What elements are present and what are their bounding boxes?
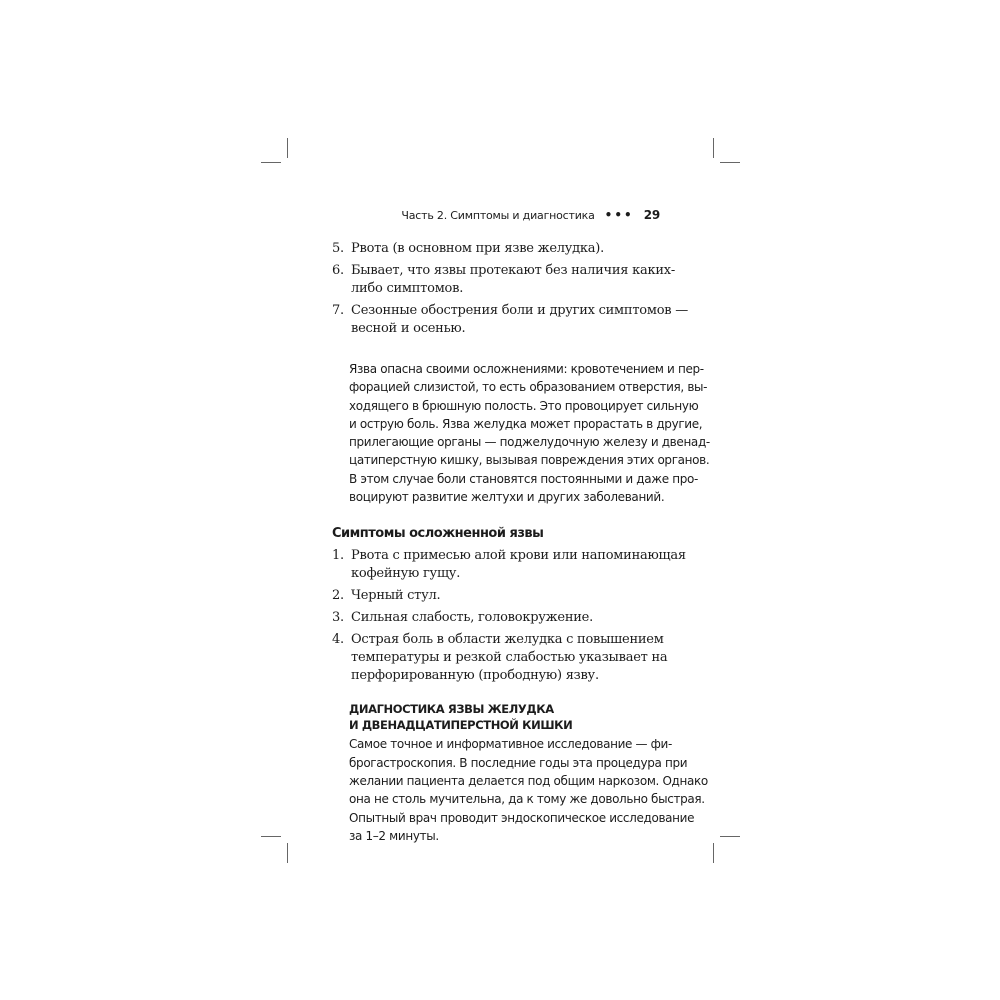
paragraph-line: брогастроскопия. В последние годы эта процедура при — [349, 755, 688, 770]
subsection-title — [349, 701, 670, 733]
list-item-text: Черный стул. — [351, 588, 441, 604]
list-item-number: 7. — [332, 303, 344, 318]
list-item-text: Рвота с примесью алой крови или напоминающая — [351, 548, 686, 564]
crop-mark-top-right-vertical — [713, 138, 714, 158]
paragraph-line: ходящего в брюшную полость. Это провоцирует сильную — [349, 398, 699, 413]
paragraph-line: воцируют развитие желтухи и других заболеваний. — [349, 490, 665, 505]
subsection-title-line: И ДВЕНАДЦАТИПЕРСТНОЙ КИШКИ — [349, 718, 573, 733]
list-item-text: весной и осенью. — [351, 321, 466, 336]
crop-mark-bottom-left-horizontal — [261, 836, 281, 837]
paragraph-line: В этом случае боли становятся постоянными и даже про- — [349, 471, 698, 486]
list-item-number: 3. — [332, 610, 344, 626]
list-item-number: 2. — [332, 588, 344, 604]
list-item-text: Сильная слабость, головокружение. — [351, 610, 593, 626]
crop-mark-bottom-right-vertical — [713, 843, 714, 863]
list-item — [330, 631, 670, 685]
paragraph-line: форацией слизистой, то есть образованием отверстия, вы- — [349, 380, 708, 395]
list-item — [330, 587, 670, 605]
list-item-number: 1. — [332, 548, 344, 564]
header-dots: ••• — [604, 208, 634, 222]
list-item-number: 4. — [332, 632, 344, 648]
list-item-text: Острая боль в области желудка с повышением — [351, 632, 664, 648]
list-item-text: кофейную гущу. — [351, 566, 461, 582]
paragraph-line: она не столь мучительна, да к тому же довольно быстрая. — [349, 792, 705, 807]
list-item — [330, 547, 686, 583]
paragraph-line: прилегающие органы — поджелудочную железу и двенад- — [349, 435, 710, 450]
complicated-symptom-list — [330, 547, 686, 685]
section-title: Симптомы осложненной язвы — [332, 526, 544, 542]
running-title: Часть 2. Симптомы и диагностика — [401, 208, 595, 222]
list-item-text: Бывает, что язвы протекают без наличия каких- — [351, 263, 675, 278]
list-item-text: либо симптомов. — [351, 281, 464, 296]
page-content — [330, 240, 710, 845]
paragraph-line: желании пациента делается под общим наркозом. Однако — [349, 773, 708, 788]
crop-mark-top-left-horizontal — [261, 162, 281, 163]
list-item — [330, 262, 675, 298]
list-item-text: Рвота (в основном при язве желудка). — [351, 241, 605, 256]
paragraph-line: за 1–2 минуты. — [349, 828, 439, 843]
list-item-text: Сезонные обострения боли и других симптомов — — [351, 303, 688, 318]
paragraph-line: цатиперстную кишку, вызывая повреждения этих органов. — [349, 453, 710, 468]
paragraph-line: и острую боль. Язва желудка может прорастать в другие, — [349, 416, 703, 431]
crop-mark-bottom-left-vertical — [287, 843, 288, 863]
subsection-title-line: ДИАГНОСТИКА ЯЗВЫ ЖЕЛУДКА — [349, 702, 554, 717]
list-item-number: 6. — [332, 263, 344, 278]
list-item-text: температуры и резкой слабостью указывает на — [351, 650, 668, 666]
list-item-text: перфорированную (прободную) язву. — [351, 668, 599, 684]
diagnostics-paragraph — [330, 735, 708, 845]
paragraph-line: Самое точное и информативное исследование — фи- — [349, 737, 672, 752]
page-number: 29 — [643, 208, 660, 222]
list-item-number: 5. — [332, 241, 344, 256]
paragraph-line: Язва опасна своими осложнениями: кровотечением и пер- — [349, 362, 704, 376]
crop-mark-bottom-right-horizontal — [720, 836, 740, 837]
list-item — [330, 609, 670, 627]
list-item — [330, 240, 670, 258]
paragraph-line: Опытный врач проводит эндоскопическое исследование — [349, 810, 695, 825]
running-header — [330, 208, 660, 222]
crop-mark-top-left-vertical — [287, 138, 288, 158]
crop-mark-top-right-horizontal — [720, 162, 740, 163]
complications-paragraph — [330, 360, 710, 506]
list-item — [330, 302, 688, 338]
symptom-list-continued — [330, 240, 688, 338]
